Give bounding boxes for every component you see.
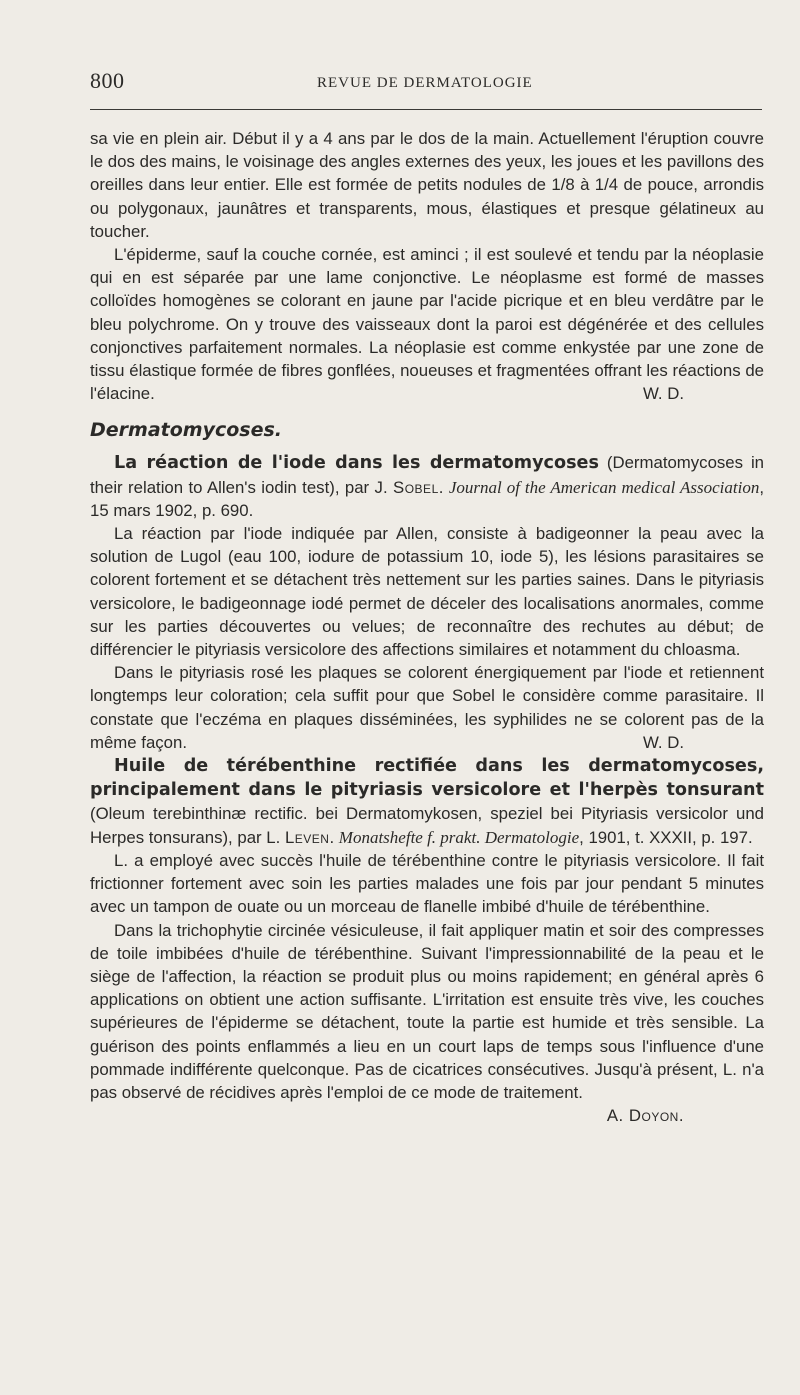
- article-ref-iode-c: , 15 mars 1902, p. 690.: [90, 477, 764, 520]
- article-ref-terebenthine-b: .: [329, 827, 339, 847]
- terebenthine-paragraph-2-text: Dans la trichophytie circinée vésiculeuse, il fait appliquer matin et soir des compresses de toile imbibées d'huile de térébenthine. Suivant l'impressionnabilité de la peau et le siège de l'affection, la réaction se produit plus ou moins rapidement; en général après 6 applications on obtient une action suffisante. L'irritation est ensuite très vive, les couches supérieures de l'épiderme se détachent, toute la partie est humide et très sensible. La guérison des points enflammés a lieu en un court laps de temps sous l'influence d'une pommade indifférente quelconque. Pas de cicatrices consécutives. Jusqu'à présent, L. n'a pas observé de récidives après l'emploi de ce mode de traitement.: [90, 920, 764, 1102]
- article-ref-iode-b: .: [438, 477, 449, 497]
- terebenthine-paragraph-1: L. a employé avec succès l'huile de térébenthine contre le pityriasis versicolore. Il fait frictionner fortement avec soin les parties malades une fois par jour pendant 5 minutes avec un tampon de ouate ou un morceau de flanelle imbibé d'huile de térébenthine.: [90, 850, 764, 917]
- page-header: [90, 68, 762, 104]
- body-text: [90, 127, 764, 1127]
- article-reference-iode: [90, 451, 764, 522]
- article-ref-terebenthine-a: (Oleum terebinthinæ rectific. bei Dermatomykosen, speziel bei Pityriasis versicolor und Herpes tonsurans), par L.: [90, 804, 764, 847]
- continued-paragraph: sa vie en plein air. Début il y a 4 ans par le dos de la main. Actuellement l'éruption couvre le dos des mains, le voisinage des angles externes des yeux, les joues et les pavillons des oreilles dans leur entier. Elle est formée de petits nodules de 1/8 à 1/4 de pouce, arrondis ou polygonaux, jaunâtres et transparents, mous, élastiques et presque gélatineux au toucher.: [90, 129, 764, 241]
- iode-signature: W. D.: [642, 732, 684, 752]
- article-author-terebenthine: Leven: [284, 827, 330, 847]
- article-reference-terebenthine: [90, 754, 764, 849]
- page-number: 800: [90, 68, 125, 93]
- article-journal-iode: Journal of the American medical Association: [448, 477, 760, 497]
- article-author-iode: Sobel: [393, 477, 439, 497]
- iode-paragraph-1: La réaction par l'iode indiquée par Allen, consiste à badigeonner la peau avec la solution de Lugol (eau 100, iodure de potassium 10, iode 5), les lésions parasitaires se colorent fortement et se détachent très nettement sur les parties saines. Dans le pityriasis versicolore, le badigeonnage iodé permet de déceler des localisations anormales, comme sur les parties découvertes ou velues; de reconnaître des rechutes au début; de différencier le pityriasis versicolore des affections similaires et notamment du chloasma.: [90, 524, 764, 660]
- section-heading: Dermatomycoses.: [90, 419, 283, 442]
- histology-text: L'épiderme, sauf la couche cornée, est aminci ; il est soulevé et tendu par la néoplasie qui en est séparée par une lame conjonctive. Le néoplasme est formé de masses colloïdes homogènes se colorant en jaune par l'acide picrique et en bleu verdâtre par le bleu polychrome. On y trouve des vaisseaux dont la paroi est dégénérée et des cellules conjonctives parfaitement normales. La néoplasie est comme enkystée par une zone de tissu élastique formée de fibres gonflées, noueuses et fragmentées offrant les réactions de l'élacine.: [90, 245, 764, 404]
- terebenthine-signature: A. Doyon.: [606, 1106, 684, 1126]
- histology-paragraph: [90, 243, 764, 405]
- header-rule: [90, 109, 762, 110]
- article-ref-iode-a: (Dermatomycoses in their relation to Allen's iodin test), par J.: [90, 453, 765, 497]
- article-ref-terebenthine-c: , 1901, t. XXXII, p. 197.: [579, 827, 753, 847]
- article-title-terebenthine: Huile de térébenthine rectifiée dans les dermatomycoses, principalement dans le pityriasis versicolore et l'herpès tonsurant: [90, 756, 764, 801]
- reviewer-signature: W. D.: [642, 384, 684, 404]
- iode-paragraph-2: [90, 661, 764, 754]
- article-title-iode: La réaction de l'iode dans les dermatomycoses: [114, 453, 599, 474]
- terebenthine-paragraph-2: [90, 919, 764, 1126]
- article-journal-terebenthine: Monatshefte f. prakt. Dermatologie: [338, 827, 580, 847]
- iode-paragraph-2-text: Dans le pityriasis rosé les plaques se colorent énergiquement par l'iode et retiennent longtemps leur coloration; cela suffit pour que Sobel le considère comme parasitaire. Il constate que l'eczéma en plaques disséminées, les syphilides ne se colorent pas de la même façon.: [90, 663, 764, 752]
- running-title: REVUE DE DERMATOLOGIE: [317, 75, 533, 91]
